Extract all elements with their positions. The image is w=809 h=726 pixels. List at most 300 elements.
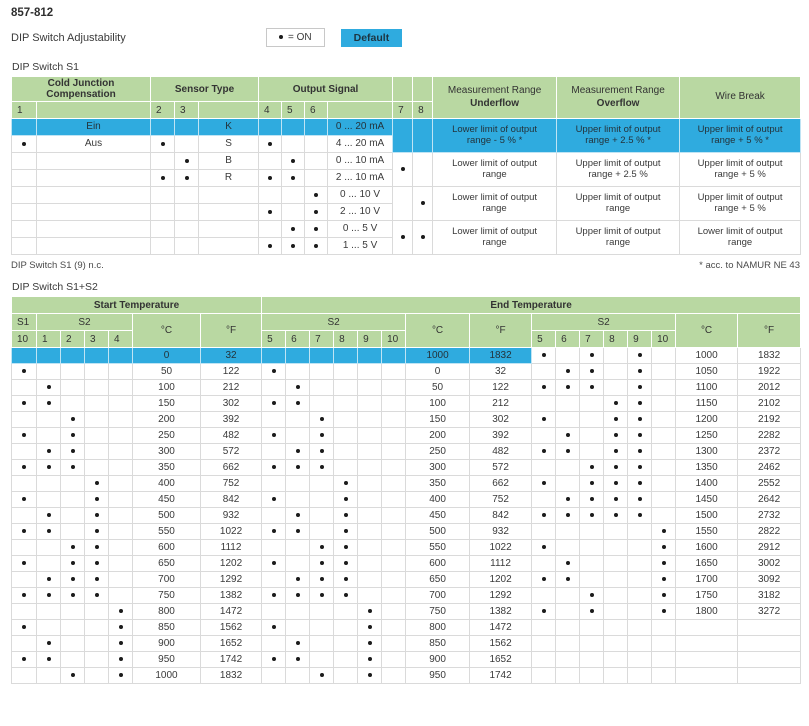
switch-cell [358,460,382,476]
output-value: 0 ... 5 V [328,221,393,238]
switch-cell [12,348,37,364]
switch-cell [310,364,334,380]
switch-cell [334,428,358,444]
on-dot-icon [320,561,324,565]
switch-cell [382,348,406,364]
dip-switch-s1s2-title: DIP Switch S1+S2 [12,281,98,293]
temp-f-value: 122 [201,364,262,380]
output-value: 0 ... 10 V [328,187,393,204]
switch-cell [109,492,133,508]
switch-cell [556,604,580,620]
switch-cell [37,572,61,588]
on-dot-icon [590,513,594,517]
temp-c-value: 850 [406,636,470,652]
fahrenheit-header: °F [201,314,262,348]
temp-f-value [738,668,801,684]
switch-cell [259,238,282,255]
switch-cell [262,508,286,524]
switch-cell [556,380,580,396]
switch-cell [37,556,61,572]
on-dot-icon [368,625,372,629]
output-value: 2 ... 10 mA [328,170,393,187]
switch-cell [358,428,382,444]
switch-cell [85,396,109,412]
switch-cell [556,412,580,428]
temp-f-value: 3092 [738,572,801,588]
switch-cell [652,380,676,396]
switch-cell [12,380,37,396]
on-dot-icon [638,417,642,421]
switch-cell [382,540,406,556]
switch-cell [358,540,382,556]
switch-cell [85,636,109,652]
switch-cell [310,444,334,460]
on-dot-icon [119,609,123,613]
on-dot-icon [314,210,318,214]
temp-c-value [676,668,738,684]
switch-cell [109,620,133,636]
on-dot-icon [421,235,425,239]
switch-cell [262,460,286,476]
switch-cell [604,588,628,604]
on-dot-icon [320,593,324,597]
on-dot-icon [638,385,642,389]
temp-f-value: 1382 [470,604,532,620]
switch-cell [61,460,85,476]
switch-cell [532,508,556,524]
on-dot-icon [161,142,165,146]
subheader-row [11,28,799,47]
temp-c-value: 1500 [676,508,738,524]
on-dot-icon [272,497,276,501]
switch-cell [286,540,310,556]
switch-cell [310,636,334,652]
temp-c-value: 1450 [676,492,738,508]
switch-cell [556,636,580,652]
switch-cell [334,572,358,588]
on-dot-icon [344,545,348,549]
switch-cell [532,444,556,460]
wirebreak-header [680,77,801,119]
switch-cell [259,221,282,238]
switch-cell [358,652,382,668]
switch-cell [262,396,286,412]
temp-c-value: 0 [133,348,201,364]
switch-cell [358,348,382,364]
on-dot-icon [71,417,75,421]
temp-c-value: 600 [406,556,470,572]
switch-cell [382,652,406,668]
switch-cell [175,187,199,204]
switch-cell [61,540,85,556]
switch-cell [334,348,358,364]
switch-cell [334,412,358,428]
switch-cell [12,428,37,444]
switch-cell [109,460,133,476]
switch-cell [358,572,382,588]
switch-cell [628,444,652,460]
switch-cell [286,428,310,444]
output-value: 0 ... 20 mA [328,119,393,136]
switch-cell [382,636,406,652]
switch-cell [393,153,413,187]
on-dot-icon [95,561,99,565]
wirebreak-value: Upper limit of output range + 5 % [680,153,801,187]
temp-c-value: 1100 [676,380,738,396]
table-row [12,348,801,364]
switch-cell [580,380,604,396]
on-dot-icon [47,577,51,581]
on-dot-icon [320,465,324,469]
table-row [12,492,801,508]
switch-cell [262,412,286,428]
switch-cell [604,572,628,588]
on-dot-icon [95,497,99,501]
switch-cell [556,668,580,684]
temp-f-value: 1562 [470,636,532,652]
switch-number: 6 [556,331,580,348]
switch-cell [532,364,556,380]
switch-cell [286,572,310,588]
switch-cell [556,460,580,476]
switch-cell [85,508,109,524]
switch-cell [85,348,109,364]
switch-cell [61,572,85,588]
temp-f-value: 1472 [470,620,532,636]
switch-cell [109,524,133,540]
switch-cell [334,668,358,684]
switch-cell [109,652,133,668]
on-dot-icon [296,513,300,517]
switch-cell [604,524,628,540]
table-row [12,508,801,524]
temp-c-value: 1200 [676,412,738,428]
on-dot-icon [344,593,348,597]
table-row [12,380,801,396]
on-dot-icon [71,673,75,677]
temp-c-value: 900 [133,636,201,652]
dip-switch-s1-body [12,119,801,255]
on-dot-icon [662,545,666,549]
switch-cell [262,428,286,444]
switch-cell [556,556,580,572]
on-dot-icon [22,142,26,146]
temp-c-value: 800 [133,604,201,620]
switch-cell [262,476,286,492]
on-dot-icon [344,529,348,533]
switch-cell [262,588,286,604]
on-dot-icon [314,193,318,197]
switch-cell [604,444,628,460]
on-dot-icon [638,353,642,357]
switch-cell [652,572,676,588]
temp-c-value: 1000 [133,668,201,684]
switch-cell [358,620,382,636]
switch-cell [305,170,328,187]
table2-switch-group-row [12,314,801,331]
temp-c-value: 1250 [676,428,738,444]
sensor-value [199,204,259,221]
switch-cell [382,524,406,540]
switch-cell [382,620,406,636]
switch-cell [580,588,604,604]
temp-f-value: 662 [201,460,262,476]
temp-c-value: 550 [133,524,201,540]
switch-cell [556,572,580,588]
switch-cell [604,620,628,636]
switch-cell [334,636,358,652]
on-dot-icon [47,401,51,405]
on-dot-icon [314,227,318,231]
switch-cell [532,604,556,620]
switch-cell [61,668,85,684]
on-dot-icon [638,481,642,485]
on-dot-icon [542,353,546,357]
switch-cell [334,476,358,492]
switch-cell [580,556,604,572]
table-row [12,412,801,428]
on-dot-icon [119,657,123,661]
switch-cell [85,524,109,540]
switch-cell [85,428,109,444]
switch-cell [151,153,175,170]
on-dot-icon [320,545,324,549]
sensor-group-header: Sensor Type [151,77,259,102]
switch-cell [286,524,310,540]
sensor-value: B [199,153,259,170]
dip-switch-s1-title: DIP Switch S1 [12,61,79,73]
switch-cell [37,588,61,604]
underflow-value: Lower limit of output range [433,221,557,255]
switch-cell [85,364,109,380]
switch-cell [61,556,85,572]
switch-cell [286,556,310,572]
switch-cell [12,153,37,170]
switch-cell [37,428,61,444]
temp-c-value: 350 [133,460,201,476]
switch-cell [532,380,556,396]
table-row [12,572,801,588]
temp-f-value: 1112 [470,556,532,572]
switch-cell [532,396,556,412]
on-dot-icon [296,465,300,469]
switch-cell [85,588,109,604]
switch-cell [628,636,652,652]
switch-cell [262,364,286,380]
on-dot-icon [291,176,295,180]
table1-notes [11,260,800,271]
switch-cell [532,476,556,492]
on-dot-icon [590,497,594,501]
switch-number: 7 [580,331,604,348]
temp-c-value: 850 [133,620,201,636]
temp-f-value: 1202 [201,556,262,572]
temp-f-value: 1292 [201,572,262,588]
legend-default-badge: Default [341,29,403,47]
temp-f-value: 3272 [738,604,801,620]
switch-number: 7 [310,331,334,348]
switch-cell [413,221,433,255]
on-dot-icon [119,625,123,629]
switch-cell [151,119,175,136]
table-row [12,604,801,620]
on-dot-icon [368,641,372,645]
start-temperature-header: Start Temperature [12,297,262,314]
switch-cell [580,348,604,364]
switch-cell [12,604,37,620]
blank-header [413,77,433,102]
on-dot-icon [185,176,189,180]
switch-cell [532,668,556,684]
switch-cell [310,412,334,428]
on-dot-icon [590,593,594,597]
switch-cell [282,153,305,170]
switch-cell [556,652,580,668]
switch-cell [580,476,604,492]
switch-cell [358,604,382,620]
switch-cell [286,492,310,508]
switch-cell [37,668,61,684]
switch-cell [109,572,133,588]
switch-cell [358,556,382,572]
table-row [12,556,801,572]
on-dot-icon [638,449,642,453]
on-dot-icon [47,513,51,517]
switch-cell [652,540,676,556]
switch-cell [556,508,580,524]
on-dot-icon [272,561,276,565]
switch-cell [282,204,305,221]
switch-cell [12,588,37,604]
overflow-header-top: Measurement Range [571,85,665,96]
switch-cell [604,364,628,380]
cjc-value [37,221,151,238]
temp-c-value: 500 [133,508,201,524]
temp-c-value: 700 [133,572,201,588]
switch-cell [310,396,334,412]
switch-cell [580,428,604,444]
table-row [12,428,801,444]
table-row [12,636,801,652]
switch-cell [262,540,286,556]
overflow-value: Upper limit of output range + 2.5 % * [557,119,680,153]
on-dot-icon [22,529,26,533]
switch-cell [262,572,286,588]
switch-cell [532,492,556,508]
switch-cell [12,136,37,153]
switch-cell [37,444,61,460]
on-dot-icon [401,167,405,171]
switch-cell [61,508,85,524]
switch-cell [37,508,61,524]
switch-cell [652,492,676,508]
temp-f-value: 1652 [201,636,262,652]
table-row [12,396,801,412]
switch-cell [628,508,652,524]
switch-cell [61,620,85,636]
switch-cell [37,620,61,636]
on-dot-icon [590,465,594,469]
on-dot-icon [542,481,546,485]
switch-cell [652,508,676,524]
switch-cell [12,492,37,508]
switch-cell [556,524,580,540]
on-dot-icon [542,417,546,421]
switch-cell [532,412,556,428]
on-dot-icon [344,561,348,565]
switch-cell [37,652,61,668]
temp-f-value: 572 [201,444,262,460]
temp-f-value [738,636,801,652]
temp-c-value: 1400 [676,476,738,492]
switch-cell [358,476,382,492]
switch-cell [334,444,358,460]
s2-label: S2 [37,314,133,331]
switch-cell [61,524,85,540]
switch-cell [262,492,286,508]
switch-cell [286,588,310,604]
switch-cell [358,508,382,524]
output-value: 0 ... 10 mA [328,153,393,170]
temp-c-value: 900 [406,652,470,668]
switch-cell [628,364,652,380]
table-row [12,476,801,492]
switch-cell [334,556,358,572]
switch-cell [628,460,652,476]
cjc-value [37,187,151,204]
switch-cell [37,636,61,652]
temp-c-value: 1150 [676,396,738,412]
switch-cell [604,636,628,652]
switch-cell [85,492,109,508]
on-dot-icon [566,385,570,389]
switch-cell [85,540,109,556]
switch-cell [151,187,175,204]
switch-cell [175,170,199,187]
temp-f-value: 1742 [201,652,262,668]
switch-cell [310,476,334,492]
underflow-value: Lower limit of output range - 5 % * [433,119,557,153]
switch-cell [61,444,85,460]
temp-f-value: 2642 [738,492,801,508]
cjc-group-header: Cold Junction Compensation [12,77,151,102]
switch-cell [382,380,406,396]
on-dot-icon [47,641,51,645]
sensor-value [199,187,259,204]
temp-c-value: 350 [406,476,470,492]
switch-cell [85,476,109,492]
on-dot-icon [47,593,51,597]
switch-cell [37,476,61,492]
switch-cell [652,412,676,428]
switch-cell [628,540,652,556]
switch-cell [85,412,109,428]
temp-f-value: 2102 [738,396,801,412]
switch-cell [556,364,580,380]
switch-cell [175,153,199,170]
switch-cell [604,652,628,668]
celsius-header: °C [676,314,738,348]
on-dot-icon [296,593,300,597]
temp-f-value: 752 [201,476,262,492]
temp-c-value: 250 [133,428,201,444]
temp-f-value: 2552 [738,476,801,492]
temp-f-value: 2372 [738,444,801,460]
on-dot-icon [71,433,75,437]
on-dot-icon [566,449,570,453]
switch-cell [61,588,85,604]
switch-cell [286,652,310,668]
